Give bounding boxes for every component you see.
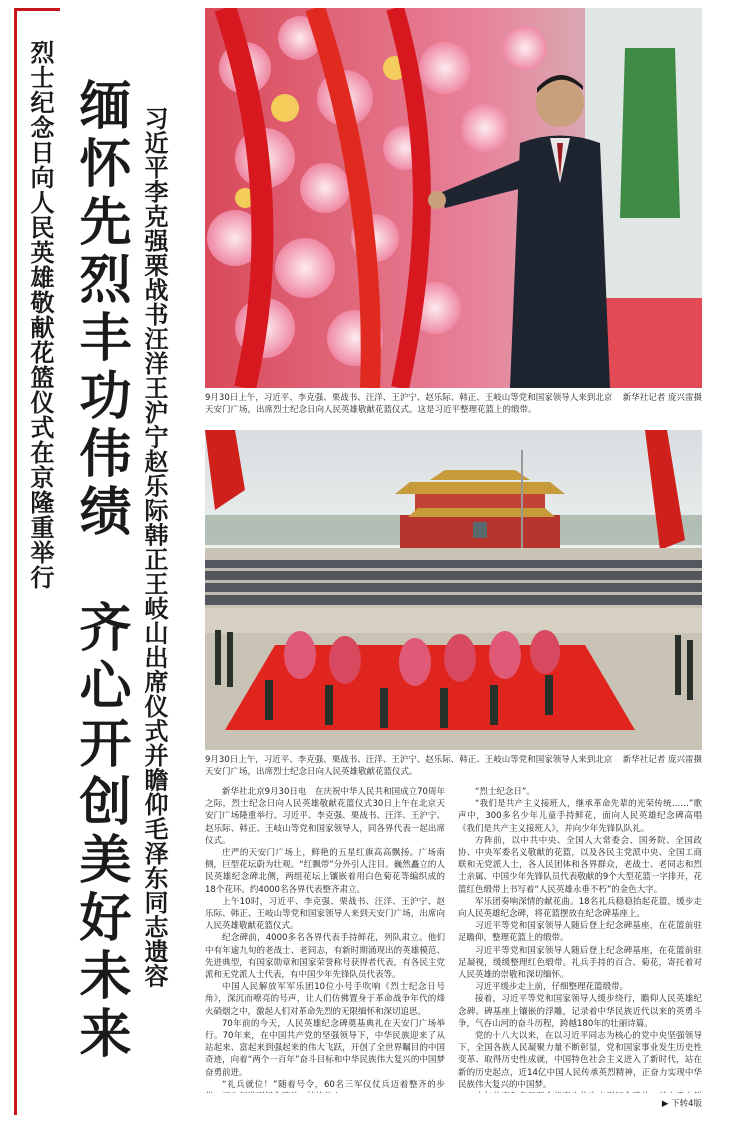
photo1-caption — [205, 392, 702, 416]
article-paragraph: 中国人民解放军军乐团10位小号手吹响《烈士纪念日号角》，深沉而嘹亮的号声，让人们仿佛置身于革命战争年代的烽火硝烟之中，激起人们对革命先烈的无限缅怀和深切追思。 — [205, 982, 445, 1017]
article-paragraph: “礼兵就位！”随着号令，60名三军仪仗兵迈着整齐的步 — [222, 1079, 445, 1090]
photo-wreath-ribbon-image — [205, 8, 702, 388]
red-top-tick — [14, 8, 60, 11]
article-paragraph: “我们是共产主义接班人，继承革命先辈的光荣传统……”歌声中，300多名少年儿童手持鲜花，面向人民英雄纪念碑高唱《我们是共产主义接班人》，并向少年先锋队队礼。 — [458, 799, 702, 834]
continued-on-page-link[interactable]: ▶ 下转4版 — [661, 1099, 702, 1109]
photo-tiananmen-ceremony-image — [205, 430, 702, 750]
kicker-headline: 烈士纪念日向人民英雄敬献花篮仪式在京隆重举行 — [26, 40, 54, 590]
article-paragraph: 习近平等党和国家领导人随后登上纪念碑基座，在花篮前驻足瞻仰，整理花篮上的缎带。 — [458, 921, 702, 944]
photo2-caption-text: 9月30日上午，习近平、李克强、栗战书、汪洋、王沪宁、赵乐际、韩正、王岐山等党和国家领导人来到北京天安门广场，出席烈士纪念日向人民英雄敬献花篮仪式。 — [205, 755, 613, 777]
red-vertical-rule — [14, 8, 17, 1115]
photo-tiananmen-ceremony — [205, 430, 702, 750]
article-paragraph: 党的十八大以来，在以习近平同志为核心的党中央坚强领导下，全国各族人民凝聚力量不断彰显，党和国家事业发生历史性变革、取得历史性成就，中国特色社会主义进入了新时代，站在新的历史起点，近14亿中国人民传承英烈精神，正奋力实现中华民族伟大复兴的中国梦。 — [458, 1031, 702, 1090]
main-headline: 缅怀先烈丰功伟绩 齐心开创美好未来 — [70, 78, 130, 1064]
photo1-credit: 新华社记者 庞兴雷摄 — [622, 393, 702, 403]
article-paragraph: 习近平等党和国家领导人随后登上纪念碑基座，在花篮前驻足凝视，缓缓整理红色缎带。礼兵手持的百合、菊花，寄托着对人民英雄的崇敬和深切缅怀。 — [458, 945, 702, 981]
photo1-caption-text: 9月30日上午，习近平、李克强、栗战书、汪洋、王沪宁、赵乐际、韩正、王岐山等党和国家领导人来到北京天安门广场，出席烈士纪念日向人民英雄敬献花篮仪式。这是习近平整理花篮上的缎带。 — [205, 393, 613, 415]
article-paragraph: 军乐团奏响深情的献花曲。18名礼兵稳稳抬起花篮，缓步走向人民英雄纪念碑，将花篮摆放在纪念碑基座上。 — [458, 896, 702, 920]
article-paragraph: 庄严的天安门广场上，鲜艳的五星红旗高高飘扬。广场南侧，巨型花坛蔚为壮观。“红飘带”分外引人注目。巍然矗立的人民英雄纪念碑北侧，两组花坛上镶嵌着用白色菊花等编织成的18个花环。约4000名各界代表整齐肃立。 — [205, 848, 445, 895]
article-paragraph: 习近平缓步走上前，仔细整理花篮缎带。 — [475, 982, 629, 993]
photo-wreath-ribbon — [205, 8, 702, 388]
article-paragraph: 纪念碑前，4000多名各界代表手持鲜花，列队肃立。他们中有年逾九旬的老战士、老同志，有新时期涌现出的英雄模范、先进典型，有国家勋章和国家荣誉称号获得者代表，有各民主党派和无党派人士代表，有中国少年先锋队员代表等。 — [205, 933, 445, 981]
article-column-1 — [205, 786, 445, 1093]
article-paragraph: “烈士纪念日”。 — [475, 787, 535, 797]
article-paragraph — [458, 1091, 702, 1093]
photo2-credit: 新华社记者 庞兴雷摄 — [622, 755, 702, 765]
sub-headline: 习近平李克强栗战书汪洋王沪宁赵乐际韩正王岐山出席仪式并瞻仰毛泽东同志遗容 — [140, 106, 168, 988]
article-paragraph: 新华社北京9月30日电 在庆祝中华人民共和国成立70周年之际，烈士纪念日向人民英雄敬献花篮仪式30日上午在北京天安门广场隆重举行。习近平、李克强、栗战书、汪洋、王沪宁、赵乐际、韩正、王岐山等党和国家领导人，同各界代表一起出席仪式。 — [205, 787, 445, 846]
article-paragraph: 上午10时，习近平、李克强、栗战书、汪洋、王沪宁、赵乐际、韩正、王岐山等党和国家领导人来到天安门广场，出席向人民英雄敬献花篮仪式。 — [205, 896, 445, 932]
article-paragraph: 70年前的今天，人民英雄纪念碑奠基典礼在天安门广场举行。70年来，在中国共产党的坚强领导下，中华民族迎来了从站起来、富起来到强起来的伟大飞跃，开创了全世界瞩目的中国奇迹，向着“两个一百年”奋斗目标和中华民族伟大复兴的中国梦奋勇前进。 — [205, 1018, 445, 1078]
article-column-2 — [458, 786, 702, 1093]
article-paragraph: 方阵前，以中共中央、全国人大常委会、国务院、全国政协、中央军委名义敬献的花篮，以及各民主党派中央、全国工商联和无党派人士，各人民团体和各界群众，老战士、老同志和烈士亲属、中国少年先锋队员代表敬献的9个大型花篮一字排开，花篮红色缎带上书写着“人民英雄永垂不朽”的金色大字。 — [458, 835, 702, 895]
photo2-caption — [205, 754, 702, 778]
article-paragraph: 接着，习近平等党和国家领导人缓步绕行，瞻仰人民英雄纪念碑。碑基座上镶嵌的浮雕，记录着中华民族近代以来的英勇斗争，气吞山河的奋斗历程，跨越180年的壮丽诗篇。 — [458, 994, 702, 1029]
